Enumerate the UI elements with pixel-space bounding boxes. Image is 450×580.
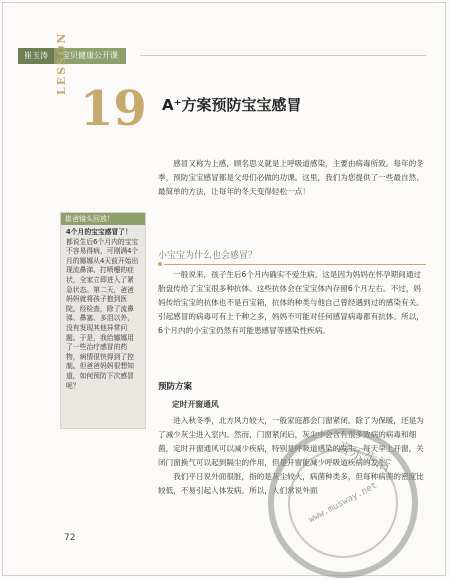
lesson-number: 19	[80, 81, 147, 137]
sidebar-body	[61, 225, 145, 394]
watermark-url: www.musway.net	[307, 480, 379, 526]
watermark-stamp	[268, 428, 418, 578]
sidebar-box	[60, 212, 146, 429]
course-tag: 宝贝健康公开课	[54, 48, 126, 64]
watermark-text: 音乐生活	[334, 439, 393, 475]
lesson-title: A⁺方案预防宝宝感冒	[162, 96, 302, 114]
section-title: 小宝宝为什么也会感冒？	[158, 251, 258, 261]
sidebar-lead: 4个月的宝宝感冒了！	[66, 228, 132, 236]
intro-paragraph: 感冒又称为上感，顾名思义就是上呼吸道感染，主要由病毒所致。每年的冬季，预防宝宝感冒都是父母们必做的功课。这里，我们为您提供了一些最自然、最简单的方法，让每年的冬天变得轻松一点！	[158, 159, 424, 196]
plan-paragraph-1: 进入秋冬季，北方风力较大，一般家庭都会门窗紧闭。除了为保暖，还是为了减少灰尘进入室内。然而，门窗紧闭后，灰尘中会含有很多致病的病毒和细菌，定时开窗通风可以减少疾病，特别是呼吸道感染的发生。每天早上开窗，关闭门窗换气可以起到隔尘的作用，但是开窗能减少呼吸道疾病的发生。	[158, 416, 424, 467]
page-number: 72	[64, 533, 76, 543]
lesson-label: LESSON	[55, 31, 68, 95]
section-paragraph: 一般说来，孩子生后6个月内确实不爱生病，这是因为妈妈在怀孕期间通过胎盘传给了宝宝很多种抗体。这些抗体会在宝宝体内存留6个月左右。不过，妈妈传给宝宝的抗体也不是百宝箱，抗体的种类与他自己曾经遇到过的感染有关。引起感冒的病毒可有上千种之多，妈妈不可能对任何感冒病毒都有抗体。所以，6个月内的小宝宝仍然有可能患感冒等感染性疾病。	[158, 270, 424, 335]
section-dot-icon	[158, 262, 162, 266]
author-tag: 崔玉涛	[18, 48, 54, 64]
plan-paragraph-2: 我们平日说外面很脏，指的是灰尘较大，病菌种类多，但每种病菌的密度比较低，不易引起人体发病。所以，人们常说外面	[158, 472, 424, 495]
section-rule	[164, 264, 426, 265]
plan-subtitle: 定时开窗通风	[172, 400, 219, 409]
header-tag	[18, 48, 126, 64]
sidebar-title: 崔爸镜头回放！	[61, 213, 145, 225]
plan-title: 预防方案	[158, 382, 193, 392]
sidebar-text: 都说生后6个月内的宝宝不容易得病，可刚满4个月的娜娜从4天前开始出现流鼻涕、打喷嚏的症状，全家立即进入了紧急状态。第二天，爸爸妈妈就将孩子抱到医院。经检查，除了流鼻涕、鼻塞、多泪以外，没有发现其他异常问题。于是，我给娜娜用了一些治疗感冒的药物，病情很快得到了控制。但爸爸妈妈很想知道，如何预防下次感冒呢？	[66, 237, 139, 390]
header-rule	[140, 55, 426, 56]
